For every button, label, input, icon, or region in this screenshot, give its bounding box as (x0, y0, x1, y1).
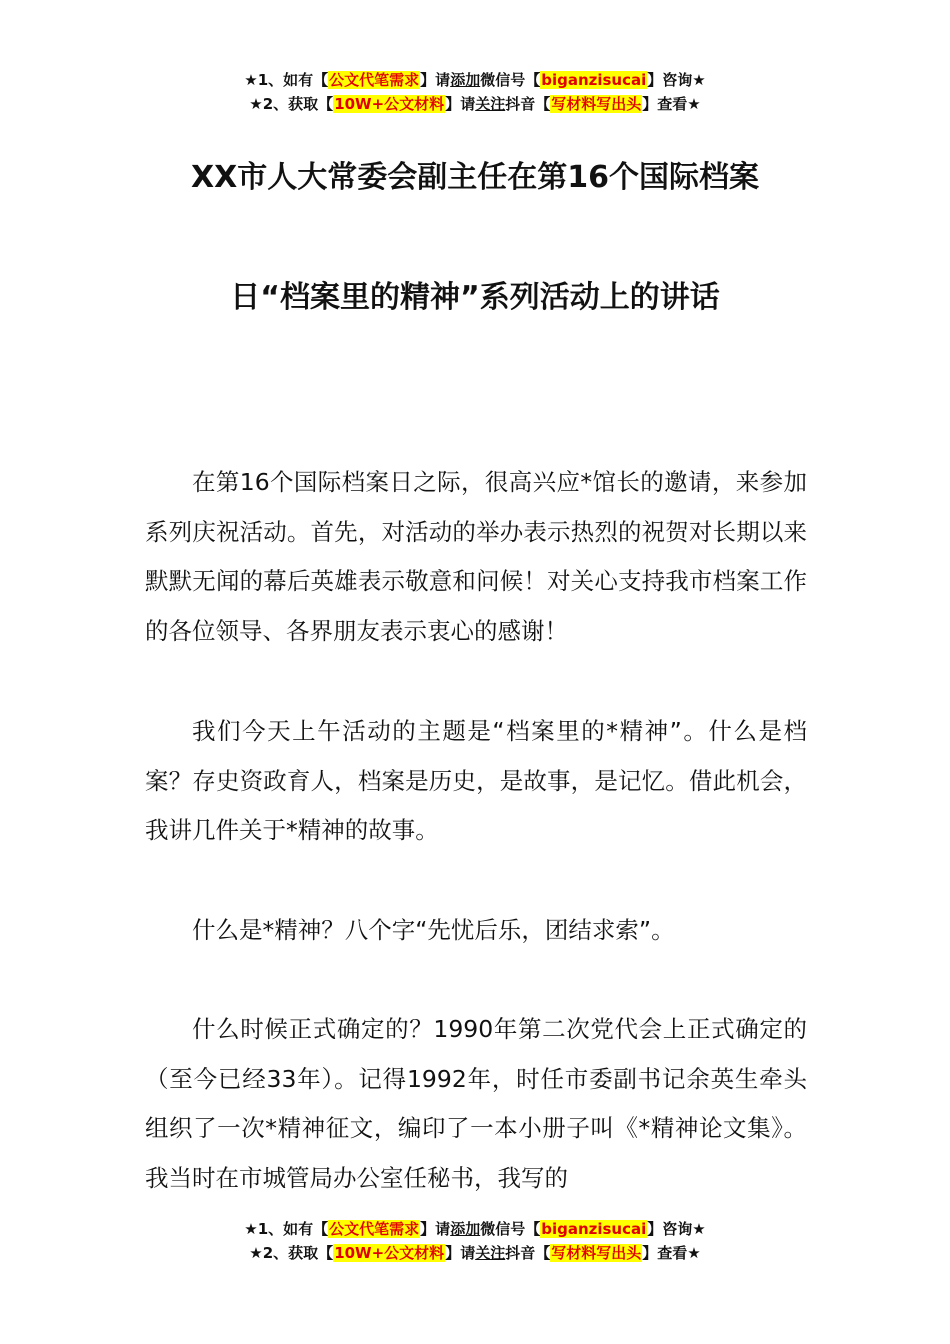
banner-line-1: ★1、如有【公文代笔需求】请添加微信号【biganzisucai】咨询★ (244, 1220, 706, 1238)
footer-banner (0, 1217, 950, 1265)
document-title-line-1: XX市人大常委会副主任在第16个国际档案 (190, 160, 759, 195)
body-paragraph: 在第16个国际档案日之际，很高兴应*馆长的邀请，来参加系列庆祝活动。首先，对活动的举办表示热烈的祝贺对长期以来默默无闻的幕后英雄表示敬意和问候！对关心支持我市档案工作的各位领导、各界朋友表示衷心的感谢！ (145, 468, 807, 645)
highlight-materials: 10W+公文材料 (334, 1244, 445, 1262)
highlight-materials: 10W+公文材料 (334, 95, 445, 113)
highlight-douyin-account: 写材料写出头 (551, 1244, 642, 1262)
banner-line-1: ★1、如有【公文代笔需求】请添加微信号【biganzisucai】咨询★ (244, 71, 706, 89)
banner-line-2: ★2、获取【10W+公文材料】请关注抖音【写材料写出头】查看★ (249, 1244, 701, 1262)
document-title-line-2: 日“档案里的精神”系列活动上的讲话 (230, 280, 720, 315)
highlight-service: 公文代笔需求 (329, 1220, 420, 1238)
highlight-wechat-id: biganzisucai (541, 71, 647, 89)
highlight-douyin-account: 写材料写出头 (551, 95, 642, 113)
body-paragraph: 什么时候正式确定的？1990年第二次党代会上正式确定的（至今已经33年）。记得1992年，时任市委副书记余英生牵头组织了一次*精神征文，编印了一本小册子叫《*精神论文集》。我当时在市城管局办公室任秘书，我写的 (145, 1015, 807, 1192)
body-paragraph: 我们今天上午活动的主题是“档案里的*精神”。什么是档案？存史资政育人，档案是历史，是故事，是记忆。借此机会，我讲几件关于*精神的故事。 (145, 717, 807, 844)
highlight-wechat-id: biganzisucai (541, 1220, 647, 1238)
highlight-service: 公文代笔需求 (329, 71, 420, 89)
banner-line-2: ★2、获取【10W+公文材料】请关注抖音【写材料写出头】查看★ (249, 95, 701, 113)
body-paragraph: 什么是*精神？八个字“先忧后乐，团结求索”。 (192, 916, 675, 944)
header-banner (0, 68, 950, 116)
